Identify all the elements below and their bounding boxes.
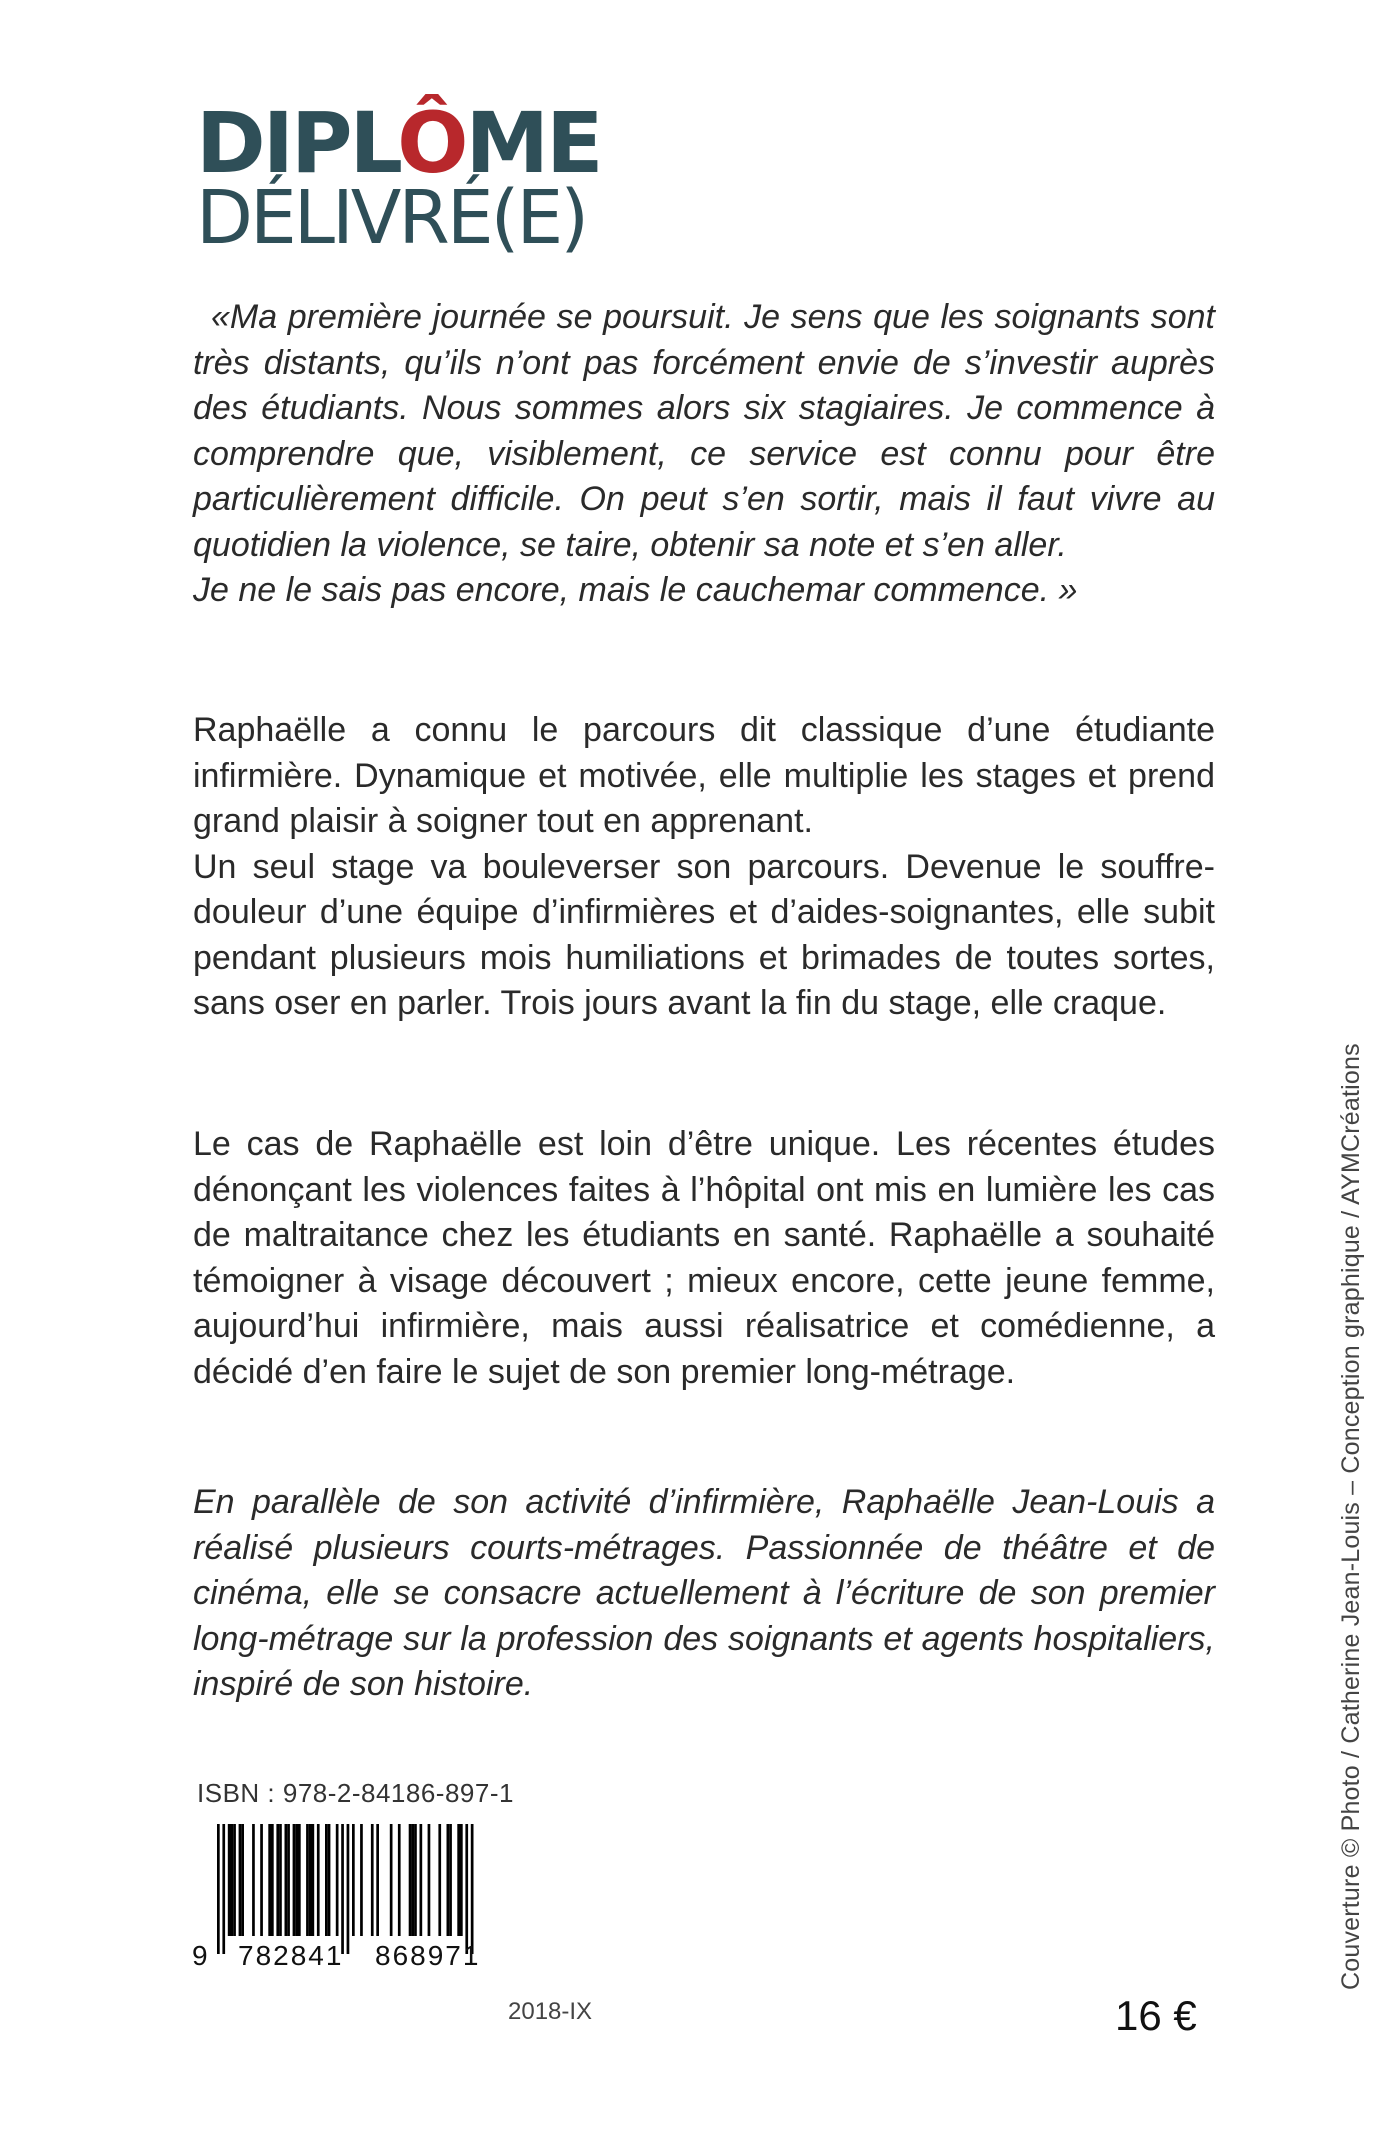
book-title — [196, 94, 616, 261]
barcode-bar — [420, 1824, 423, 1936]
barcode-bar — [287, 1824, 290, 1936]
barcode-bar — [252, 1824, 255, 1936]
barcode-bar — [293, 1824, 296, 1936]
title-line-2: DÉLIVRÉ(E) — [196, 175, 587, 261]
summary-paragraph-2 — [193, 1122, 1215, 1395]
author-bio-text: En parallèle de son activité d’infirmière, Raphaëlle Jean-Louis a réalisé plusieurs courts-métrages. Passionnée de théâtre et de cinéma, elle se consacre actuellement à l’écriture de son premier long-métrage sur la profession des soignants et agents hospitaliers, inspiré de son histoire. — [193, 1483, 1215, 1703]
barcode-bar — [222, 1824, 225, 1954]
summary-paragraph-1-part-1: Raphaëlle a connu le parcours dit classique d’une étudiante infirmière. Dynamique et motivée, elle multiplie les stages et prend grand plaisir à soigner tout en apprenant. — [193, 711, 1215, 840]
quote-closing-line: Je ne le sais pas encore, mais le cauchemar commence. » — [193, 571, 1078, 609]
title-line-1 — [196, 94, 616, 192]
title-line-1-end: ME — [465, 94, 601, 192]
barcode-bar — [298, 1824, 301, 1936]
barcode-bar — [341, 1824, 344, 1954]
barcode-digits — [192, 1940, 492, 1974]
barcode-first-digit: 9 — [192, 1940, 208, 1971]
barcode-bar — [398, 1824, 401, 1936]
barcode-bar — [271, 1824, 274, 1936]
barcode-bar — [449, 1824, 452, 1936]
barcode-bar — [428, 1824, 431, 1936]
barcode-bar — [471, 1824, 474, 1954]
barcode-left-group: 782841 — [238, 1940, 344, 1971]
quote-paragraph: «Ma première journée se poursuit. Je sens que les soignants sont très distants, qu’ils n’ont pas forcément envie de s’investir auprès des étudiants. Nous sommes alors six stagiaires. Je commence à comprendre que, visiblement, ce service est connu pour être particulièrement difficile. On peut s’en sortir, mais il faut vivre au quotidien la violence, se taire, obtenir sa note et s’en aller. — [193, 298, 1215, 564]
cover-credit: Couverture © Photo / Catherine Jean-Louis – Conception graphique / AYMCréations — [1337, 1043, 1365, 1990]
barcode-bar — [409, 1824, 412, 1936]
barcode-bar — [276, 1824, 279, 1936]
barcode-bar — [285, 1824, 288, 1936]
barcode-bar — [336, 1824, 339, 1936]
barcode-bar — [352, 1824, 355, 1936]
opening-quote — [193, 295, 1215, 614]
barcode-bar — [228, 1824, 231, 1936]
barcode-bar — [233, 1824, 236, 1936]
barcode-bar — [460, 1824, 463, 1936]
barcode-bar — [260, 1824, 263, 1936]
barcode-bar — [465, 1824, 468, 1954]
barcode-bar — [241, 1824, 244, 1936]
barcode-bar — [279, 1824, 282, 1936]
barcode-bar — [438, 1824, 441, 1936]
barcode-bar — [360, 1824, 363, 1936]
barcode-bar — [325, 1824, 328, 1936]
author-bio — [193, 1480, 1215, 1708]
barcode-bar — [390, 1824, 393, 1936]
barcode-bar — [217, 1824, 220, 1954]
price: 16 € — [1115, 1992, 1197, 2039]
barcode-bar — [295, 1824, 298, 1936]
barcode-bar — [376, 1824, 379, 1936]
barcode-bar — [317, 1824, 320, 1936]
barcode-bar — [309, 1824, 312, 1936]
barcode-bar — [328, 1824, 331, 1936]
barcode-bar — [268, 1824, 271, 1936]
barcode-bar — [312, 1824, 315, 1936]
barcode-bar — [347, 1824, 350, 1954]
edition-code: 2018-IX — [508, 1998, 593, 2025]
isbn-label: ISBN : 978-2-84186-897-1 — [197, 1778, 514, 1808]
barcode-bar — [411, 1824, 414, 1936]
barcode-bar — [414, 1824, 417, 1936]
barcode-bar — [371, 1824, 374, 1936]
barcode-bar — [447, 1824, 450, 1936]
barcode-bar — [457, 1824, 460, 1936]
title-line-1-start: DIPL — [196, 94, 398, 192]
title-accent-letter: Ô — [397, 94, 466, 192]
barcode-right-group: 868971 — [375, 1940, 481, 1971]
barcode-bar — [239, 1824, 242, 1936]
summary-paragraph-1-part-2: Un seul stage va bouleverser son parcours. Devenue le souffre-douleur d’une équipe d’infirmières et d’aides-soignantes, elle subit pendant plusieurs mois humiliations et brimades de toutes sortes, sans oser en parler. Trois jours avant la fin du stage, elle craque. — [193, 847, 1215, 1022]
summary-paragraph-2-text: Le cas de Raphaëlle est loin d’être unique. Les récentes études dénonçant les violences faites à l’hôpital ont mis en lumière les cas de maltraitance chez les étudiants en santé. Raphaëlle a souhaité témoigner à visage découvert ; mieux encore, cette jeune femme, aujourd’hui infirmière, mais aussi réalisatrice et comédienne, a décidé d’en faire le sujet de son premier long-métrage. — [193, 1125, 1215, 1391]
barcode-bar — [231, 1824, 234, 1936]
barcode-bar — [306, 1824, 309, 1936]
summary-paragraph-1 — [193, 708, 1215, 1027]
barcode — [192, 1824, 497, 1974]
